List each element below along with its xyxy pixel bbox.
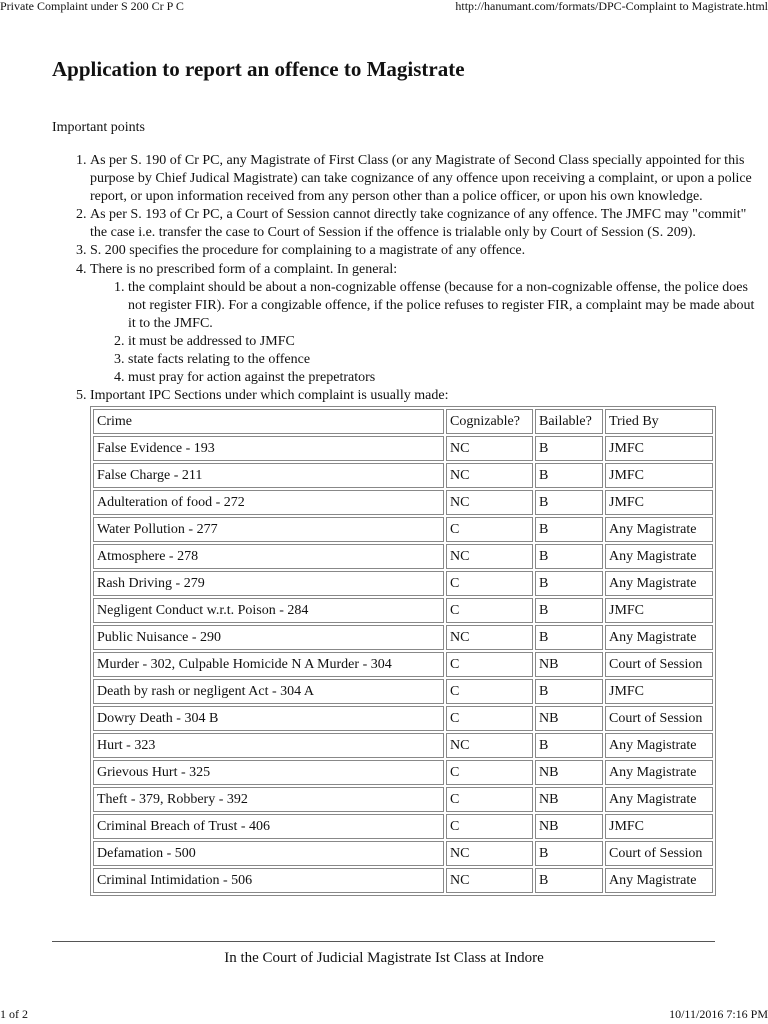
table-row: [93, 868, 713, 893]
table-row: [93, 625, 713, 650]
point-3: 3. S. 200 specifies the procedure for complaining to a magistrate of any offence.: [90, 242, 758, 260]
header-bailable: Bailable?: [535, 409, 603, 434]
cell-bailable: NB: [535, 814, 603, 839]
cell-cognizable: C: [446, 517, 533, 542]
print-header: [0, 0, 768, 14]
cell-tried-by: Any Magistrate: [605, 625, 713, 650]
table-row: [93, 544, 713, 569]
cell-tried-by: Any Magistrate: [605, 571, 713, 596]
cell-bailable: B: [535, 625, 603, 650]
cell-crime: Criminal Breach of Trust - 406: [93, 814, 444, 839]
point-1: 1. As per S. 190 of Cr PC, any Magistrate of First Class (or any Magistrate of Second Class specially appointed for this purpose by Chief Judical Magistrate) can take cognizance of any offence upon receiving a complaint, or upon a police report, or upon information received from any person other than a police officer, or upon his own knowledge.: [90, 152, 758, 206]
cell-crime: Criminal Intimidation - 506: [93, 868, 444, 893]
cell-bailable: NB: [535, 706, 603, 731]
cell-bailable: NB: [535, 787, 603, 812]
table-row: [93, 787, 713, 812]
point-4-text: There is no prescribed form of a complaint. In general:: [90, 261, 398, 277]
header-page-title: Private Complaint under S 200 Cr P C: [0, 0, 184, 13]
table-row: [93, 652, 713, 677]
table-row: [93, 706, 713, 731]
table-row: [93, 733, 713, 758]
cell-bailable: B: [535, 841, 603, 866]
cell-tried-by: JMFC: [605, 598, 713, 623]
cell-tried-by: JMFC: [605, 463, 713, 488]
cell-crime: False Charge - 211: [93, 463, 444, 488]
cell-bailable: B: [535, 544, 603, 569]
cell-cognizable: NC: [446, 490, 533, 515]
cell-cognizable: C: [446, 571, 533, 596]
cell-bailable: B: [535, 598, 603, 623]
table-row: [93, 679, 713, 704]
subpoint-1: 1. the complaint should be about a non-cognizable offense (because for a non-cognizable offense, the police does not register FIR). For a congizable offence, if the police refuses to register FIR, a complaint may be made about it to the JMFC.: [128, 279, 758, 333]
cell-crime: Defamation - 500: [93, 841, 444, 866]
cell-cognizable: C: [446, 760, 533, 785]
cell-crime: Rash Driving - 279: [93, 571, 444, 596]
cell-cognizable: NC: [446, 544, 533, 569]
cell-bailable: B: [535, 868, 603, 893]
important-points-label: Important points: [52, 120, 145, 135]
point-5-text: Important IPC Sections under which complaint is usually made:: [90, 388, 449, 404]
cell-crime: Death by rash or negligent Act - 304 A: [93, 679, 444, 704]
cell-cognizable: NC: [446, 436, 533, 461]
cell-bailable: B: [535, 733, 603, 758]
cell-crime: Theft - 379, Robbery - 392: [93, 787, 444, 812]
header-crime: Crime: [93, 409, 444, 434]
print-footer: [0, 1006, 768, 1024]
cell-cognizable: NC: [446, 841, 533, 866]
header-tried-by: Tried By: [605, 409, 713, 434]
cell-cognizable: NC: [446, 733, 533, 758]
cell-tried-by: Court of Session: [605, 841, 713, 866]
table-row: [93, 571, 713, 596]
cell-tried-by: Any Magistrate: [605, 733, 713, 758]
cell-crime: Dowry Death - 304 B: [93, 706, 444, 731]
table-row: [93, 436, 713, 461]
cell-bailable: B: [535, 463, 603, 488]
cell-tried-by: Any Magistrate: [605, 544, 713, 569]
cell-tried-by: Any Magistrate: [605, 760, 713, 785]
table-body: [93, 436, 713, 893]
cell-bailable: B: [535, 436, 603, 461]
cell-cognizable: C: [446, 706, 533, 731]
table-row: [93, 598, 713, 623]
cell-tried-by: Any Magistrate: [605, 868, 713, 893]
header-cognizable: Cognizable?: [446, 409, 533, 434]
complaint-guidelines-list: [90, 279, 758, 388]
cell-crime: Hurt - 323: [93, 733, 444, 758]
subpoint-2: 2. it must be addressed to JMFC: [128, 333, 758, 351]
cell-cognizable: C: [446, 652, 533, 677]
cell-tried-by: JMFC: [605, 490, 713, 515]
cell-crime: Public Nuisance - 290: [93, 625, 444, 650]
header-url: http://hanumant.com/formats/DPC-Complaint to Magistrate.html: [455, 0, 768, 13]
cell-crime: Murder - 302, Culpable Homicide N A Murder - 304: [93, 652, 444, 677]
cell-bailable: B: [535, 679, 603, 704]
ipc-sections-table: [90, 406, 716, 896]
point-2: 2. As per S. 193 of Cr PC, a Court of Session cannot directly take cognizance of any offence. The JMFC may "commit" the case i.e. transfer the case to Court of Session if the offence is trialable only by Court of Session (S. 209).: [90, 206, 758, 242]
cell-bailable: B: [535, 490, 603, 515]
cell-tried-by: Any Magistrate: [605, 517, 713, 542]
cell-crime: Grievous Hurt - 325: [93, 760, 444, 785]
cell-crime: Negligent Conduct w.r.t. Poison - 284: [93, 598, 444, 623]
cell-tried-by: Court of Session: [605, 652, 713, 677]
cell-bailable: NB: [535, 760, 603, 785]
cell-tried-by: Any Magistrate: [605, 787, 713, 812]
cell-bailable: B: [535, 517, 603, 542]
page-title: Application to report an offence to Magistrate: [52, 57, 465, 81]
page-number: 1 of 2: [0, 1007, 28, 1021]
cell-tried-by: JMFC: [605, 436, 713, 461]
cell-bailable: B: [535, 571, 603, 596]
cell-bailable: NB: [535, 652, 603, 677]
subpoint-4: 4. must pray for action against the prepetrators: [128, 369, 758, 387]
point-4: [90, 261, 758, 388]
horizontal-rule: [52, 941, 715, 942]
important-points-list: [52, 152, 758, 896]
subpoint-3: 3. state facts relating to the offence: [128, 351, 758, 369]
cell-cognizable: C: [446, 679, 533, 704]
cell-cognizable: C: [446, 787, 533, 812]
cell-tried-by: JMFC: [605, 679, 713, 704]
cell-crime: Adulteration of food - 272: [93, 490, 444, 515]
cell-crime: Atmosphere - 278: [93, 544, 444, 569]
cell-cognizable: C: [446, 598, 533, 623]
cell-tried-by: JMFC: [605, 814, 713, 839]
table-row: [93, 517, 713, 542]
cell-tried-by: Court of Session: [605, 706, 713, 731]
print-timestamp: 10/11/2016 7:16 PM: [669, 1007, 768, 1021]
table-row: [93, 490, 713, 515]
cell-cognizable: NC: [446, 463, 533, 488]
table-row: [93, 760, 713, 785]
cell-cognizable: NC: [446, 868, 533, 893]
table-header-row: [93, 409, 713, 434]
cell-crime: False Evidence - 193: [93, 436, 444, 461]
cell-cognizable: NC: [446, 625, 533, 650]
point-5: [90, 387, 758, 896]
table-row: [93, 841, 713, 866]
table-row: [93, 814, 713, 839]
cell-cognizable: C: [446, 814, 533, 839]
cell-crime: Water Pollution - 277: [93, 517, 444, 542]
court-heading: In the Court of Judicial Magistrate Ist Class at Indore: [224, 950, 544, 966]
table-row: [93, 463, 713, 488]
